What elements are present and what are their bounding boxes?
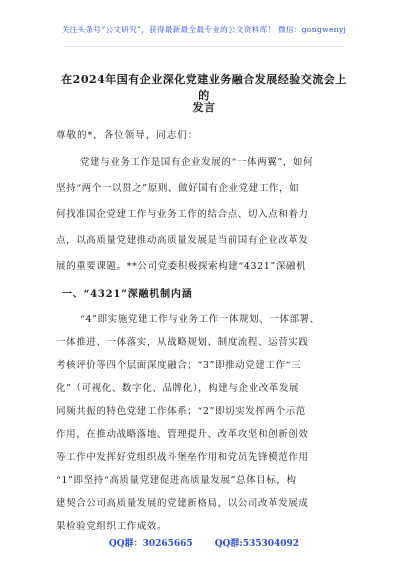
- document-title-line-2: 发言: [192, 101, 216, 114]
- intro-paragraph-line: 展的重要课题。**公司党委积极探索构建“4321”深融机: [56, 261, 307, 272]
- salutation: 尊敬的*，各位领导，同志们：: [56, 130, 199, 141]
- section-heading: 一、“4321”深融机制内涵: [62, 289, 193, 300]
- footer-contact: [0, 536, 408, 549]
- section-paragraph-line: “4”即实施党建工作与业务工作一体规划、一体部署、: [80, 314, 320, 325]
- intro-paragraph-line: 党建与业务工作是国有企业发展的“一体两翼”，如何: [80, 157, 314, 168]
- intro-paragraph-line: 何找准国企党建工作与业务工作的结合点、切入点和着力: [56, 209, 309, 220]
- section-paragraph-line: 建契合公司高质量发展的党建新格局，以公司改革发展成: [56, 498, 309, 509]
- document-title-line-1: 在2024年国有企业深化党建业务融合发展经验交流会上的: [61, 73, 347, 102]
- section-paragraph-line: 考核评价等四个层面深度融合；“3”即推动党建工作“三: [56, 360, 302, 371]
- section-paragraph-line: 果检验党组织工作成效。: [56, 521, 168, 532]
- section-paragraph-line: “1”即坚持“高质量党建促进高质量发展”总体目标，构: [56, 475, 297, 486]
- section-paragraph-line: 化”（可视化、数字化、品牌化），构建与企业改革发展: [56, 383, 300, 394]
- section-paragraph-line: 同频共振的特色党建工作体系；“2”即切实发挥两个示范: [56, 406, 306, 417]
- section-paragraph-line: 作用，在推动战略落地、管理提升、改革攻坚和创新创效: [56, 429, 309, 440]
- qq-group-2: QQ群:535304092: [214, 539, 300, 549]
- section-paragraph-line: 等工作中发挥好党组织战斗堡垒作用和党员先锋模范作用: [56, 452, 309, 463]
- intro-paragraph-line: 坚持“两个一以贯之”原则、做好国有企业党建工作，如: [56, 183, 300, 194]
- header-divider: [64, 46, 344, 47]
- intro-paragraph-line: 点，以高质量党建推动高质量发展是当前国有企业改革发: [56, 235, 309, 246]
- qq-group-1: QQ群：30265665: [108, 539, 193, 549]
- header-banner: 关注头条号“公文研究”，获得最新最全最专业的公文资料库！ 微信：gongwenyj: [61, 25, 347, 34]
- section-paragraph-line: 一体推进、一体落实，从战略规划、制度流程、运营实践: [56, 337, 309, 348]
